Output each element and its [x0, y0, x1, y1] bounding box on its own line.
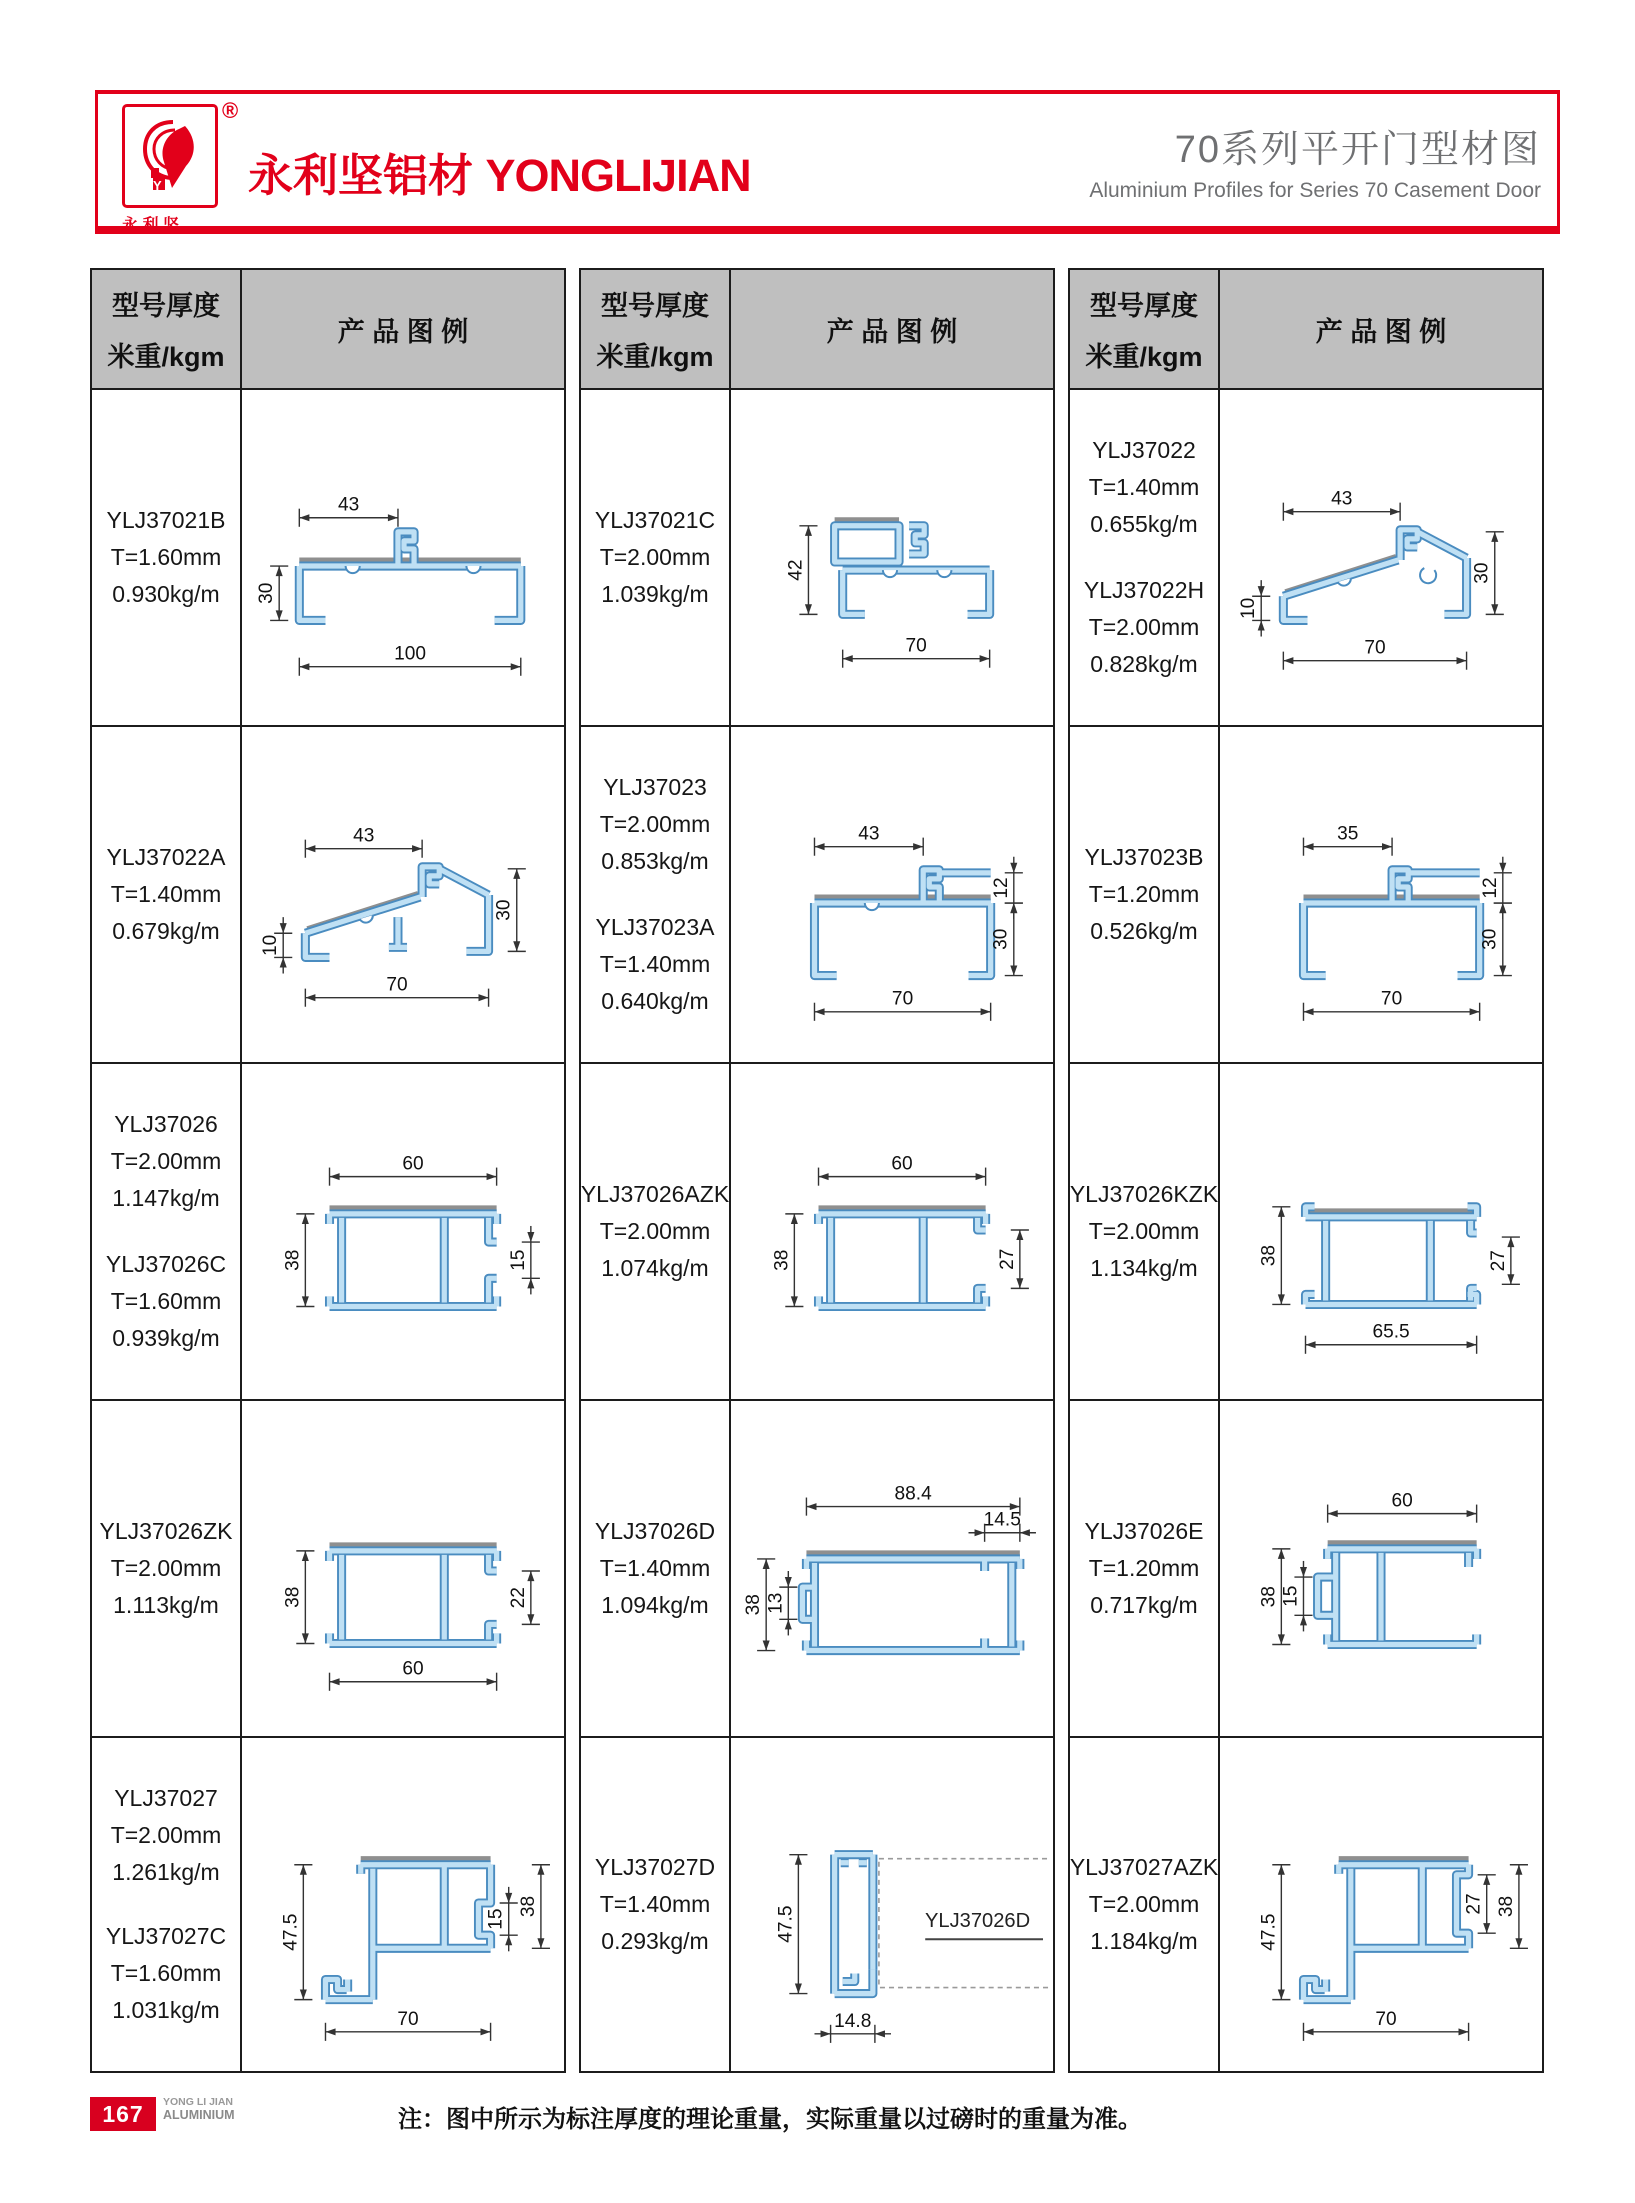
svg-text:Y: Y	[153, 178, 162, 193]
product-spec	[600, 769, 711, 880]
svg-text:47.5: 47.5	[280, 1913, 302, 1951]
product-code: YLJ37026C	[105, 1250, 227, 1277]
svg-text:38: 38	[1495, 1895, 1517, 1917]
product-spec-cell	[1068, 725, 1218, 1062]
svg-text:60: 60	[402, 1153, 424, 1175]
svg-text:70: 70	[891, 988, 914, 1010]
svg-text:12: 12	[990, 876, 1012, 899]
svg-text:38: 38	[517, 1895, 539, 1917]
svg-text:38: 38	[1258, 1585, 1280, 1607]
brand-name-cn: 永利坚铝材	[248, 150, 474, 201]
product-code: YLJ37021B	[106, 507, 226, 533]
svg-text:60: 60	[891, 1153, 913, 1175]
profile-drawing	[735, 744, 1049, 1046]
product-spec-cell	[90, 1736, 240, 2073]
svg-text:15: 15	[1280, 1585, 1302, 1607]
svg-text:22: 22	[507, 1586, 529, 1608]
logo-caption: 永 利 坚	[122, 217, 179, 234]
product-thickness: T=1.20mm	[1088, 1555, 1200, 1581]
svg-text:70: 70	[1380, 988, 1403, 1010]
product-thickness: T=1.60mm	[110, 544, 222, 570]
drawing-cell	[1218, 725, 1544, 1062]
product-code: YLJ37027C	[105, 1923, 227, 1950]
page-title: 70系列平开门型材图	[1174, 129, 1541, 171]
product-code: YLJ37023B	[1084, 844, 1204, 870]
product-weight: 0.717kg/m	[1090, 1592, 1198, 1618]
product-spec	[596, 909, 715, 1020]
product-spec	[107, 839, 226, 950]
svg-text:88.4: 88.4	[894, 1483, 932, 1505]
svg-text:38: 38	[1258, 1244, 1280, 1266]
svg-text:YLJ37026D: YLJ37026D	[924, 1909, 1031, 1932]
product-spec-cell	[1068, 1062, 1218, 1399]
illustration-column-header: 产 品 图 例	[729, 268, 1055, 388]
product-spec	[107, 502, 226, 613]
product-spec	[1084, 572, 1204, 683]
svg-text:27: 27	[1487, 1249, 1509, 1271]
product-code: YLJ37026	[114, 1111, 218, 1138]
page-subtitle: Aluminium Profiles for Series 70 Casement Door	[1089, 179, 1541, 202]
product-thickness: T=2.00mm	[599, 544, 711, 570]
footnote: 注：图中所示为标注厚度的理论重量，实际重量以过磅时的重量为准。	[398, 2106, 1142, 2133]
table-group	[90, 268, 566, 2073]
product-code: YLJ37026AZK	[580, 1181, 730, 1207]
svg-text:30: 30	[256, 582, 278, 604]
product-thickness: T=2.00mm	[599, 1218, 711, 1244]
drawing-cell	[1218, 388, 1544, 725]
profile-drawing	[1224, 407, 1538, 709]
product-thickness: T=2.00mm	[110, 1821, 222, 1848]
product-weight: 1.184kg/m	[1090, 1928, 1198, 1954]
product-thickness: T=1.40mm	[599, 1555, 711, 1581]
brand-logo	[122, 98, 262, 234]
product-spec	[100, 1513, 233, 1624]
product-code: YLJ37026KZK	[1069, 1181, 1219, 1207]
page-header	[95, 90, 1560, 234]
product-spec	[1085, 839, 1204, 950]
product-thickness: T=2.00mm	[1088, 613, 1200, 640]
table-group	[1068, 268, 1544, 2073]
svg-text:15: 15	[507, 1249, 529, 1271]
svg-text:13: 13	[765, 1592, 787, 1614]
product-weight: 0.939kg/m	[112, 1324, 220, 1351]
svg-text:70: 70	[1375, 2008, 1397, 2030]
product-spec	[106, 1246, 226, 1357]
product-spec-cell	[90, 1399, 240, 1736]
product-spec	[1070, 1176, 1218, 1287]
product-spec-cell	[1068, 1399, 1218, 1736]
svg-text:70: 70	[1364, 637, 1386, 659]
product-thickness: T=2.00mm	[110, 1148, 222, 1175]
product-spec-cell	[90, 725, 240, 1062]
svg-text:10: 10	[260, 934, 282, 956]
profile-drawing	[246, 1081, 560, 1383]
spec-column-header: 型号厚度 米重/kgm	[90, 268, 240, 388]
table-group	[579, 268, 1055, 2073]
page-titles	[1089, 118, 1541, 203]
svg-text:15: 15	[485, 1907, 507, 1930]
drawing-cell	[1218, 1399, 1544, 1736]
product-code: YLJ37021C	[594, 507, 716, 533]
product-weight: 1.031kg/m	[112, 1997, 220, 2024]
product-weight: 1.147kg/m	[112, 1185, 220, 1212]
svg-text:43: 43	[1331, 488, 1353, 510]
product-thickness: T=1.60mm	[110, 1287, 222, 1314]
product-code: YLJ37027	[114, 1784, 218, 1811]
svg-text:43: 43	[858, 823, 880, 845]
drawing-cell	[729, 725, 1055, 1062]
product-code: YLJ37027AZK	[1069, 1854, 1219, 1880]
product-weight: 0.930kg/m	[112, 581, 220, 607]
svg-text:47.5: 47.5	[1258, 1913, 1280, 1951]
product-code: YLJ37026ZK	[99, 1518, 233, 1544]
drawing-cell	[729, 1736, 1055, 2073]
product-thickness: T=1.40mm	[599, 1891, 711, 1917]
svg-text:30: 30	[990, 928, 1012, 950]
svg-text:38: 38	[282, 1586, 304, 1608]
svg-text:30: 30	[493, 898, 515, 921]
product-thickness: T=1.40mm	[1088, 474, 1200, 501]
svg-text:38: 38	[743, 1593, 765, 1615]
product-weight: 0.526kg/m	[1090, 918, 1198, 944]
product-spec	[1070, 1849, 1218, 1960]
profile-drawing	[246, 1754, 560, 2056]
product-weight: 1.261kg/m	[112, 1858, 220, 1885]
profile-drawing	[1224, 1754, 1538, 2056]
product-code: YLJ37023A	[595, 913, 715, 940]
product-thickness: T=1.40mm	[110, 881, 222, 907]
product-code: YLJ37026D	[594, 1518, 716, 1544]
svg-text:14.8: 14.8	[834, 2010, 872, 2032]
profile-drawing	[735, 1754, 1049, 2056]
product-thickness: T=2.00mm	[599, 811, 711, 838]
registered-mark: ®	[222, 98, 239, 123]
profiles-table	[90, 268, 1544, 2073]
brand-name-en: YONGLIJIAN	[485, 150, 751, 201]
product-thickness: T=2.00mm	[1088, 1218, 1200, 1244]
svg-text:30: 30	[1479, 928, 1501, 950]
product-spec-cell	[90, 388, 240, 725]
svg-text:100: 100	[394, 643, 426, 665]
product-spec-cell	[1068, 388, 1218, 725]
product-spec-cell	[579, 388, 729, 725]
product-spec-cell	[579, 1062, 729, 1399]
svg-text:65.5: 65.5	[1372, 1321, 1410, 1343]
product-spec	[1085, 1513, 1204, 1624]
illustration-column-header: 产 品 图 例	[1218, 268, 1544, 388]
svg-text:43: 43	[338, 494, 360, 516]
drawing-cell	[729, 1399, 1055, 1736]
product-spec-cell	[90, 1062, 240, 1399]
product-code: YLJ37022	[1092, 437, 1196, 464]
svg-text:14.5: 14.5	[983, 1509, 1021, 1531]
spec-column-header: 型号厚度 米重/kgm	[1068, 268, 1218, 388]
svg-text:70: 70	[386, 974, 408, 996]
illustration-column-header: 产 品 图 例	[240, 268, 566, 388]
product-weight: 0.655kg/m	[1090, 511, 1198, 538]
product-spec-cell	[579, 725, 729, 1062]
svg-text:27: 27	[996, 1248, 1018, 1270]
product-spec	[581, 1176, 729, 1287]
product-weight: 1.113kg/m	[113, 1592, 219, 1618]
product-weight: 1.039kg/m	[601, 581, 709, 607]
product-spec	[595, 1513, 715, 1624]
svg-text:43: 43	[353, 825, 375, 847]
product-spec-cell	[579, 1736, 729, 2073]
svg-text:38: 38	[771, 1249, 793, 1271]
drawing-cell	[1218, 1062, 1544, 1399]
product-weight: 0.679kg/m	[112, 918, 220, 944]
drawing-cell	[729, 1062, 1055, 1399]
product-code: YLJ37027D	[594, 1854, 716, 1880]
product-thickness: T=1.20mm	[1088, 881, 1200, 907]
product-code: YLJ37026E	[1084, 1518, 1204, 1544]
product-weight: 1.094kg/m	[601, 1592, 709, 1618]
profile-drawing	[246, 407, 560, 709]
drawing-cell	[240, 1062, 566, 1399]
svg-text:27: 27	[1463, 1892, 1485, 1915]
svg-text:70: 70	[397, 2008, 419, 2030]
drawing-cell	[1218, 1736, 1544, 2073]
footer-brand	[163, 2097, 235, 2122]
profile-drawing	[735, 1081, 1049, 1383]
svg-text:38: 38	[282, 1249, 304, 1271]
product-spec	[111, 1106, 222, 1217]
brand-name	[248, 139, 751, 204]
product-spec-cell	[1068, 1736, 1218, 2073]
drawing-cell	[729, 388, 1055, 725]
profile-drawing	[246, 744, 560, 1046]
product-spec	[595, 502, 715, 613]
svg-text:30: 30	[1471, 561, 1493, 584]
svg-text:10: 10	[1238, 597, 1260, 619]
product-thickness: T=2.00mm	[1088, 1891, 1200, 1917]
product-weight: 0.640kg/m	[601, 987, 709, 1014]
page-number-badge: 167	[90, 2097, 156, 2131]
drawing-cell	[240, 1399, 566, 1736]
logo-swirl-icon	[137, 116, 203, 196]
product-code: YLJ37022H	[1083, 576, 1205, 603]
footer-brand-line2: ALUMINIUM	[163, 2107, 235, 2122]
product-weight: 0.293kg/m	[601, 1928, 709, 1954]
product-weight: 0.853kg/m	[601, 848, 709, 875]
product-thickness: T=1.60mm	[110, 1960, 222, 1987]
profile-drawing	[1224, 744, 1538, 1046]
profile-drawing	[735, 407, 1049, 709]
profile-drawing	[735, 1418, 1049, 1720]
svg-text:42: 42	[785, 558, 807, 581]
logo-mark	[122, 104, 218, 208]
profile-drawing	[1224, 1081, 1538, 1383]
product-code: YLJ37023	[603, 774, 707, 801]
product-spec	[595, 1849, 715, 1960]
svg-text:60: 60	[1391, 1490, 1413, 1512]
drawing-cell	[240, 725, 566, 1062]
drawing-cell	[240, 1736, 566, 2073]
svg-text:35: 35	[1337, 823, 1359, 845]
product-thickness: T=2.00mm	[110, 1555, 222, 1581]
svg-text:70: 70	[905, 635, 927, 657]
product-thickness: T=1.40mm	[599, 950, 711, 977]
drawing-cell	[240, 388, 566, 725]
footer-brand-line1: YONG LI JIAN	[163, 2096, 234, 2108]
product-spec	[106, 1918, 226, 2029]
svg-text:12: 12	[1479, 876, 1501, 899]
svg-text:60: 60	[402, 1658, 424, 1680]
product-spec	[111, 1780, 222, 1891]
product-spec-cell	[579, 1399, 729, 1736]
product-code: YLJ37022A	[106, 844, 226, 870]
product-weight: 1.134kg/m	[1090, 1255, 1198, 1281]
profile-drawing	[246, 1418, 560, 1720]
spec-column-header: 型号厚度 米重/kgm	[579, 268, 729, 388]
product-weight: 1.074kg/m	[601, 1255, 709, 1281]
profile-drawing	[1224, 1418, 1538, 1720]
product-spec	[1089, 432, 1200, 543]
svg-text:47.5: 47.5	[775, 1905, 797, 1943]
product-weight: 0.828kg/m	[1090, 650, 1198, 677]
